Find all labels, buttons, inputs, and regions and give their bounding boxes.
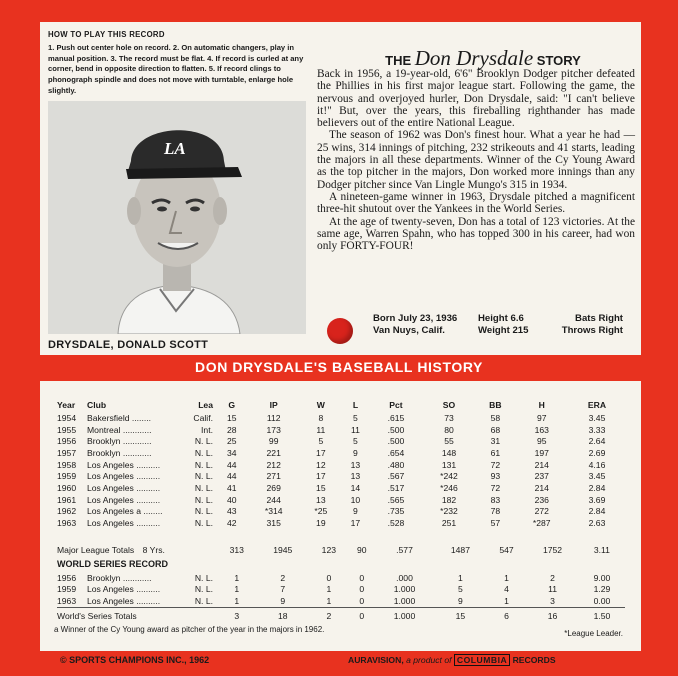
stat-cell: 3.45 — [588, 471, 606, 482]
league: N. L. — [194, 506, 213, 517]
stat-cell: 4.16 — [588, 459, 606, 470]
stat-cell: 72 — [490, 482, 501, 493]
stat-cell: 99 — [268, 436, 279, 447]
league: N. L. — [194, 447, 213, 458]
stat-cell: 221 — [266, 447, 281, 458]
stat-cell: 83 — [490, 494, 501, 505]
stat-cell: 3.69 — [588, 494, 606, 505]
vitals-birth — [373, 313, 457, 336]
photo-caption: DRYSDALE, DONALD SCOTT — [48, 339, 209, 351]
stat-cell: 173 — [266, 424, 281, 435]
stat-cell: *242 — [440, 471, 458, 482]
stat-cell: 44 — [226, 471, 237, 482]
stat-cell: .735 — [387, 506, 405, 517]
league: N. L. — [194, 584, 213, 595]
header-year: Year — [57, 400, 76, 410]
stat-cell: 212 — [266, 459, 281, 470]
season-row — [57, 506, 625, 518]
story-text — [317, 68, 635, 252]
stat-cell: .000 — [396, 572, 413, 583]
stat-cell: 7 — [280, 584, 286, 595]
total-value: 547 — [499, 544, 514, 555]
stat-cell: 1 — [234, 572, 240, 583]
how-to-play-text: 1. Push out center hole on record. 2. On automatic changers, play in manual position. 3. The record must be flat. 4. If record is curled at any corner, bend in opposite direction to flatten. 5. If record clings to phonograph spindle and does not move with turntable, enlarge hole slightly. — [48, 42, 304, 95]
stat-cell: 0 — [326, 572, 332, 583]
stat-cell: .528 — [387, 518, 405, 529]
stat-cell: 13 — [316, 494, 326, 505]
ws-total-value: 1.000 — [375, 607, 434, 624]
header-bb: BB — [489, 400, 502, 410]
stat-cell: 112 — [266, 412, 281, 423]
league: N. L. — [194, 595, 213, 606]
league: N. L. — [194, 459, 213, 470]
stat-cell: 15 — [226, 412, 237, 423]
cell-club — [87, 470, 217, 482]
stat-cell: 17 — [316, 471, 326, 482]
product-of: a product of — [406, 655, 452, 665]
club-name: Brooklyn ............ — [87, 447, 152, 458]
ws-total-value: 6 — [487, 607, 526, 624]
cell-year: 1959 — [57, 471, 77, 482]
header-pct: Pct — [389, 400, 403, 410]
stat-cell: 2.69 — [588, 447, 606, 458]
cell-year: 1956 — [57, 572, 77, 583]
stat-cell: 214 — [534, 459, 549, 470]
player-portrait-illustration — [48, 101, 306, 334]
stat-cell: .500 — [387, 436, 405, 447]
stat-cell: 95 — [536, 436, 547, 447]
header-w: W — [316, 400, 325, 410]
story-paragraph: At the age of twenty-seven, Don has a total of 123 victories. At the same age, Warren Spahn, who has topped 300 in his career, had won only FORTY-FOUR! — [317, 215, 635, 253]
total-value: 1752 — [542, 544, 563, 555]
cell-club — [87, 435, 217, 447]
stat-cell: 4 — [504, 584, 509, 595]
stat-cell: 13 — [350, 459, 361, 470]
stat-cell: 163 — [534, 424, 549, 435]
total-value: 123 — [321, 544, 337, 555]
world-series-totals-row — [57, 607, 625, 624]
stat-cell: 41 — [226, 482, 237, 493]
stat-cell: 251 — [441, 518, 457, 529]
stat-cell: 1 — [326, 595, 332, 606]
stat-cell: 2 — [550, 572, 555, 583]
cell-club — [87, 424, 217, 436]
header-so: SO — [442, 400, 456, 410]
cap-logo: LA — [164, 139, 186, 158]
club-name: Brooklyn ............ — [87, 436, 152, 447]
stat-cell: 11 — [548, 584, 557, 595]
stat-cell: 80 — [444, 424, 454, 435]
story-title-name: Don Drysdale — [414, 46, 534, 70]
header-club: Club Lea — [87, 400, 213, 410]
cell-year: 1961 — [57, 494, 77, 505]
club-name: Los Angeles .......... — [87, 482, 161, 493]
stat-cell: 5 — [458, 584, 463, 595]
total-value: 1487 — [450, 544, 470, 555]
major-league-totals-row — [57, 544, 625, 556]
stat-cell: *246 — [440, 482, 458, 493]
stat-cell: 315 — [266, 518, 281, 529]
season-row — [57, 470, 625, 482]
stat-cell: 2.84 — [588, 506, 606, 517]
weight: Weight 215 — [478, 324, 529, 336]
stat-cell: .615 — [387, 412, 405, 423]
stat-cell: 19 — [316, 518, 326, 529]
season-row — [57, 435, 625, 447]
how-to-play-heading: HOW TO PLAY THIS RECORD — [48, 30, 165, 39]
stat-cell: 97 — [536, 412, 547, 423]
cell-club — [87, 517, 217, 529]
stat-cell: 271 — [266, 471, 281, 482]
stat-cell: 72 — [490, 459, 501, 470]
season-row — [57, 447, 625, 459]
bats: Bats Right — [575, 313, 623, 324]
total-value: 313 — [229, 544, 244, 555]
columbia-logo: COLUMBIA — [454, 654, 510, 666]
totals-years: 8 Yrs. — [142, 544, 165, 555]
club-name: Los Angeles .......... — [87, 584, 161, 595]
ws-total-value: 15 — [434, 607, 487, 624]
ws-total-value: 3 — [217, 607, 256, 624]
stats-header-row — [57, 398, 625, 412]
header-l: L — [352, 400, 359, 410]
stat-cell: .500 — [387, 424, 405, 435]
stat-cell: 8 — [318, 412, 324, 423]
total-value: 3.11 — [593, 544, 610, 555]
how-to-play-instructions — [48, 30, 310, 97]
stat-cell: *232 — [440, 506, 458, 517]
stat-cell: 9 — [280, 595, 286, 606]
cell-club — [87, 506, 217, 518]
stat-cell: .565 — [387, 494, 405, 505]
stat-cell: .517 — [387, 482, 405, 493]
stat-cell: 236 — [534, 494, 549, 505]
stat-cell: 5 — [353, 436, 358, 447]
stat-cell: 40 — [226, 494, 237, 505]
stat-cell: 131 — [441, 459, 457, 470]
record-center-hole[interactable] — [327, 318, 353, 344]
totals-label: Major League Totals — [57, 544, 135, 555]
stat-cell: 2.63 — [588, 518, 606, 529]
stat-cell: 0 — [359, 572, 365, 583]
stat-cell: 58 — [490, 412, 501, 423]
stat-cell: 0.00 — [593, 595, 611, 606]
stat-cell: 12 — [316, 459, 326, 470]
header-league: Lea — [198, 400, 213, 410]
stat-cell: 0 — [359, 595, 365, 606]
cell-year: 1956 — [57, 436, 77, 447]
stat-cell: .567 — [387, 471, 405, 482]
club-name: Brooklyn ............ — [87, 572, 152, 583]
league: Calif. — [193, 412, 213, 423]
record-info-panel — [40, 22, 641, 355]
league: N. L. — [194, 518, 213, 529]
stat-cell: 31 — [490, 436, 501, 447]
stat-cell: 9 — [353, 447, 358, 458]
stat-cell: 17 — [350, 518, 361, 529]
ws-total-value: 1.50 — [579, 607, 625, 624]
league-leader-note: *League Leader. — [564, 629, 623, 638]
story-title-post: STORY — [536, 53, 581, 68]
stat-cell: 2.84 — [588, 482, 606, 493]
auravision-brand: AURAVISION, — [348, 655, 404, 665]
club-name: Los Angeles .......... — [87, 471, 161, 482]
world-series-row — [57, 583, 625, 595]
club-name: Los Angeles .......... — [87, 595, 161, 606]
header-g: G — [228, 400, 236, 410]
stat-cell: 244 — [266, 494, 281, 505]
stat-cell: 3 — [550, 595, 555, 606]
cell-year: 1962 — [57, 506, 77, 517]
stat-cell: 14 — [350, 482, 361, 493]
stat-cell: 197 — [534, 447, 549, 458]
stat-cell: 3.33 — [588, 424, 606, 435]
stat-cell: 2 — [280, 572, 286, 583]
stat-cell: 11 — [350, 424, 360, 435]
cell-year: 1954 — [57, 412, 77, 423]
stat-cell: 1 — [234, 584, 240, 595]
stat-cell: 1 — [504, 595, 509, 606]
story-paragraph: A nineteen-game winner in 1963, Drysdale pitched a magnificent three-hit shutout over the Yankees in the World Series. — [317, 190, 635, 216]
season-row — [57, 412, 625, 424]
league: N. L. — [194, 471, 213, 482]
story-paragraph: The season of 1962 was Don's finest hour. What a year he had — 25 wins, 314 innings of pitching, 232 strikeouts and 41 starts, leading the majors in all these departments. Winner of the Cy Young Award as the top pitcher in the majors, Don worked more innings than any Dodger pitcher since Van Lingle Mungo's 315 in 1934. — [317, 129, 635, 191]
club-name: Los Angeles a ........ — [87, 506, 163, 517]
stat-cell: 9 — [458, 595, 463, 606]
stats-table — [57, 398, 625, 529]
stat-cell: 3.45 — [588, 412, 606, 423]
stat-cell: 1.000 — [393, 595, 416, 606]
league: N. L. — [194, 436, 213, 447]
cell-club — [87, 595, 217, 607]
season-row — [57, 459, 625, 471]
stat-cell: 1 — [326, 584, 332, 595]
header-ip: IP — [269, 400, 278, 410]
birth-date: Born July 23, 1936 — [373, 313, 458, 324]
season-row — [57, 482, 625, 494]
cell-year: 1963 — [57, 518, 77, 529]
stat-cell: 1 — [458, 572, 463, 583]
club-name: Los Angeles .......... — [87, 459, 161, 470]
stat-cell: .480 — [387, 459, 405, 470]
club-name: Los Angeles .......... — [87, 494, 161, 505]
cy-young-footnote: a Winner of the Cy Young award as pitcher of the year in the majors in 1962. — [54, 625, 325, 634]
stat-cell: 61 — [490, 447, 501, 458]
total-value: 90 — [356, 544, 367, 555]
records-label: RECORDS — [512, 655, 556, 665]
season-row — [57, 517, 625, 529]
header-era: ERA — [587, 400, 607, 410]
stat-cell: 5 — [318, 436, 324, 447]
cell-club — [87, 482, 217, 494]
totals-and-ws-table — [57, 544, 625, 624]
stat-cell: 9.00 — [593, 572, 611, 583]
stat-cell: 0 — [359, 584, 365, 595]
stat-cell: 2.64 — [588, 436, 606, 447]
cell-club — [87, 447, 217, 459]
stat-cell: 78 — [490, 506, 501, 517]
stat-cell: 93 — [490, 471, 501, 482]
cell-year: 1963 — [57, 595, 77, 606]
ws-total-value: 0 — [349, 607, 375, 624]
stat-cell: 68 — [490, 424, 501, 435]
vitals-size — [478, 313, 528, 336]
cell-year: 1959 — [57, 584, 77, 595]
cell-year: 1960 — [57, 482, 77, 493]
ws-total-value: 2 — [309, 607, 348, 624]
stat-cell: 57 — [490, 518, 501, 529]
club-name: Montreal ............ — [87, 424, 152, 435]
stat-cell: 13 — [350, 471, 361, 482]
cell-club — [87, 494, 217, 506]
club-name: Bakersfield ........ — [87, 412, 151, 423]
copyright: © SPORTS CHAMPIONS INC., 1962 — [60, 655, 210, 665]
stat-cell: *287 — [532, 518, 551, 529]
season-row — [57, 424, 625, 436]
stat-cell: 9 — [353, 506, 358, 517]
stat-cell: 10 — [350, 494, 361, 505]
stat-cell: 55 — [444, 436, 454, 447]
ws-total-value: 16 — [526, 607, 579, 624]
total-value: 1945 — [273, 544, 293, 555]
vitals-handedness — [562, 313, 623, 336]
stat-cell: 214 — [534, 482, 549, 493]
stat-cell: 44 — [226, 459, 237, 470]
cell-year: 1957 — [57, 447, 77, 458]
club-name: Los Angeles .......... — [87, 518, 161, 529]
cell-club — [87, 459, 217, 471]
stat-cell: 1.29 — [593, 584, 611, 595]
stat-cell: 148 — [441, 447, 457, 458]
stat-cell: 269 — [266, 482, 281, 493]
world-series-title: WORLD SERIES RECORD — [57, 558, 169, 569]
world-series-heading-row — [57, 556, 625, 572]
stat-cell: 25 — [226, 436, 237, 447]
stat-cell: 28 — [226, 424, 237, 435]
cell-club — [87, 412, 217, 424]
cell-year: 1958 — [57, 459, 77, 470]
world-series-row — [57, 572, 625, 584]
season-row — [57, 494, 625, 506]
stat-cell: *25 — [314, 506, 328, 517]
stat-cell: 272 — [534, 506, 549, 517]
stat-cell: 43 — [226, 506, 237, 517]
cell-club — [87, 572, 217, 584]
league: N. L. — [194, 482, 213, 493]
stat-cell: 1 — [504, 572, 509, 583]
stat-cell: 182 — [441, 494, 457, 505]
stat-cell: 34 — [226, 447, 237, 458]
world-series-row — [57, 595, 625, 607]
stat-cell: 11 — [316, 424, 326, 435]
stat-cell: 5 — [353, 412, 358, 423]
stat-cell: 15 — [316, 482, 326, 493]
league: N. L. — [194, 572, 213, 583]
stat-cell: .654 — [387, 447, 405, 458]
height: Height 6.6 — [478, 313, 524, 324]
header-h: H — [538, 400, 545, 410]
history-title: DON DRYSDALE'S BASEBALL HISTORY — [195, 359, 483, 375]
stat-cell: 1.000 — [393, 584, 416, 595]
story-title-pre: THE — [385, 53, 412, 68]
player-photo — [48, 101, 306, 334]
stat-cell: 42 — [226, 518, 237, 529]
cell-club — [87, 583, 217, 595]
birth-place: Van Nuys, Calif. — [373, 324, 445, 336]
stat-cell: *314 — [264, 506, 283, 517]
ws-total-value: 18 — [256, 607, 309, 624]
stat-cell: 17 — [316, 447, 326, 458]
total-value: .577 — [396, 544, 413, 555]
stat-cell: 237 — [534, 471, 549, 482]
ws-totals-label: World's Series Totals — [57, 607, 217, 624]
stat-cell: 73 — [444, 412, 454, 423]
league: N. L. — [194, 494, 213, 505]
stat-cell: 1 — [234, 595, 240, 606]
throws: Throws Right — [561, 324, 623, 336]
story-paragraph: Back in 1956, a 19-year-old, 6'6" Brooklyn Dodger pitcher defeated the Phillies in his first major league start. Following the game, the nervous and overjoyed hurler, Don Drysdale, said: "I can't believe it!" But, over the years, this fireballing righthander has made believers out of the entire National League. — [317, 68, 635, 130]
league: Int. — [201, 424, 213, 435]
cell-year: 1955 — [57, 424, 77, 435]
history-panel — [40, 381, 641, 651]
auravision-credit — [348, 655, 556, 665]
